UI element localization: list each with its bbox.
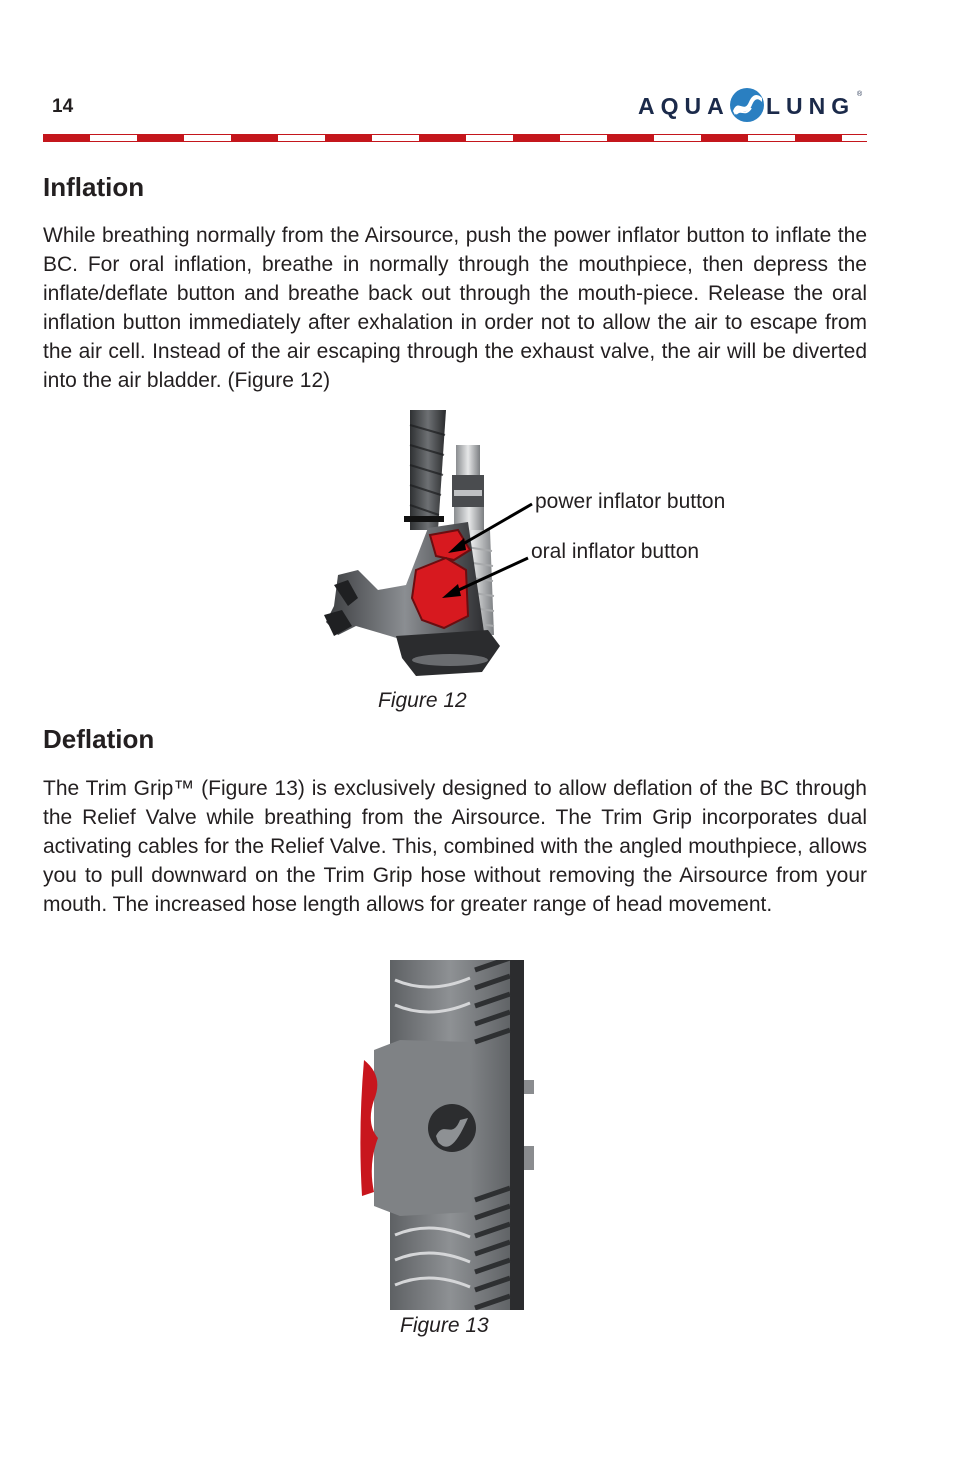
label-oral-inflator-button: oral inflator button <box>531 540 700 563</box>
label-power-inflator-button: power inflator button <box>535 490 726 513</box>
arrows-overlay <box>420 490 540 610</box>
header-divider <box>43 134 867 142</box>
figure-12-caption: Figure 12 <box>378 689 467 712</box>
deflation-body: The Trim Grip™ (Figure 13) is exclusively designed to allow deflation of the BC through the Relief Valve while breathing from the Airsource. The Trim Grip incorporates dual activating cables for the Relief Valve. This, combined with the angled mouthpiece, allows you to pull downward on the Trim Grip hose without removing the Airsource from your mouth. The increased hose length allows for greater range of head movement. <box>43 777 867 916</box>
figure-13-image <box>360 960 536 1310</box>
aqualung-wave-icon <box>728 84 766 124</box>
inflation-body: While breathing normally from the Airsource, push the power inflator button to inflate the BC. For oral inflation, breathe in normally through the mouthpiece, then depress the inflate/deflate button and breathe back out through the mouth-piece. Release the oral inflation button immediately after exhalation in order not to allow the air to escape from the air cell. Instead of the air escaping through the exhaust valve, the air will be diverted into the air bladder. (Figure 12) <box>43 224 867 392</box>
brand-text-left: AQUA <box>638 93 730 119</box>
figure-13-caption: Figure 13 <box>400 1314 489 1337</box>
page-number: 14 <box>52 96 74 117</box>
deflation-heading: Deflation <box>43 724 155 754</box>
inflation-heading: Inflation <box>43 172 145 202</box>
brand-logo <box>636 84 870 132</box>
brand-text-right: LUNG <box>766 93 856 119</box>
registered-mark-icon: ® <box>857 91 863 98</box>
